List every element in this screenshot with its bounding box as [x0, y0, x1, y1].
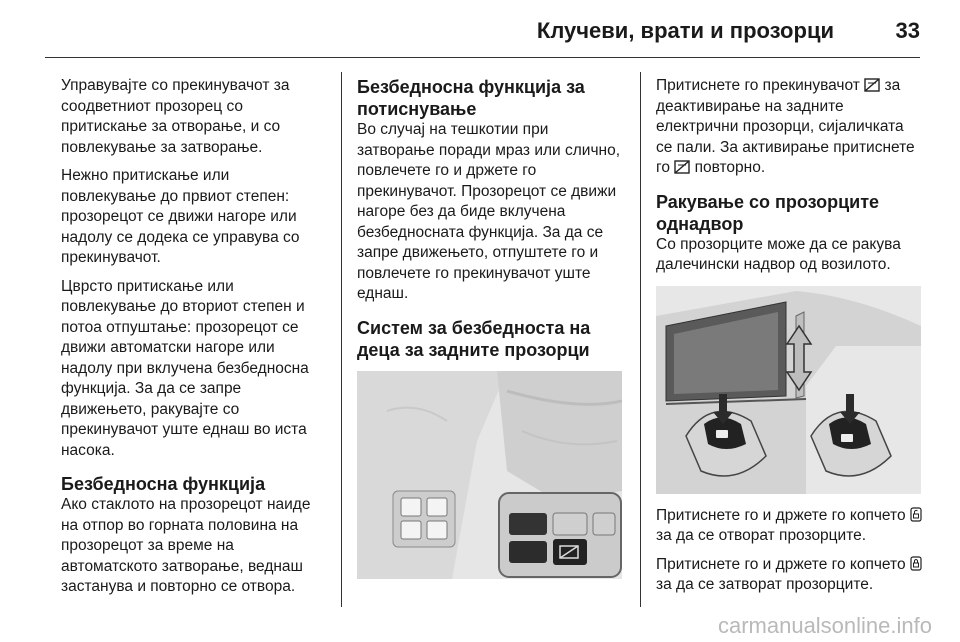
paragraph-text: Притиснете го и држете го копчето	[656, 506, 906, 524]
paragraph-text: повторно.	[694, 159, 766, 176]
paragraph-text: за да се затворат прозорците.	[656, 576, 874, 593]
window-switch-illustration	[357, 371, 622, 579]
watermark-text: carmanualsonline.info	[717, 613, 932, 638]
section-heading: Систем за безбедноста на деца за задните прозорци	[357, 317, 591, 360]
paragraph-text: Притиснете го прекинувачот	[656, 77, 860, 94]
child-lock-icon	[674, 160, 690, 174]
column-1	[61, 76, 327, 606]
page-title: Клучеви, врати и прозорци	[536, 18, 834, 43]
paragraph-text: за да се отворат прозорците.	[656, 527, 867, 544]
section-heading: Ракување со прозорците однадвор	[656, 191, 880, 234]
section-heading: Безбедносна функција за потиснување	[357, 77, 585, 119]
column-divider-2	[640, 72, 641, 607]
column-3	[656, 76, 924, 604]
column-divider-1	[341, 72, 342, 607]
page-header	[0, 0, 960, 58]
page-number: 33	[895, 18, 920, 43]
remote-key-illustration	[656, 286, 921, 494]
paragraph-text: Притиснете го и држете го копчето	[656, 555, 906, 573]
paragraph: Управувајте со прекинувачот за соодветниот прозорец со притискање за отворање, и со повлекување за затворање.	[61, 77, 290, 156]
lock-key-button-icon	[910, 556, 922, 571]
section-heading: Безбедносна функција	[61, 474, 266, 494]
column-2	[357, 76, 627, 591]
paragraph: Цврсто притискање или повлекување до вториот степен и потоа отпуштање: прозорецот се движи автоматски нагоре или надолу при вклучена безбедносна функција. За да се запре движењето, ракувајте со прекинувачот уште еднаш во иста насока.	[61, 277, 309, 459]
header-divider	[45, 57, 920, 58]
child-lock-icon	[864, 78, 880, 92]
paragraph: Во случај на тешкотии при затворање поради мраз или слично, повлечете го и држете го прекинувачот. Прозорецот се движи нагоре без да биде вклучена безбедносната функција. За да се запре движењето, отпуштете го и повлечете го прекинувачот уште еднаш.	[357, 121, 621, 302]
unlock-key-button-icon	[910, 507, 922, 522]
paragraph: Ако стаклото на прозорецот наиде на отпор во горната половина на прозорецот за време на автоматското затворање, веднаш застанува и повторно се отвора.	[61, 496, 311, 595]
paragraph-text: за деактивирање на задните електрични прозорци, сијаличката се пали. За активирање притиснете го	[656, 77, 915, 176]
paragraph: Со прозорците може да се ракува далечински надвор од возилото.	[656, 235, 901, 273]
paragraph: Нежно притискање или повлекување до првиот степен: прозорецот се движи нагоре или надолу се додека се управува со прекинувачот.	[61, 167, 300, 266]
